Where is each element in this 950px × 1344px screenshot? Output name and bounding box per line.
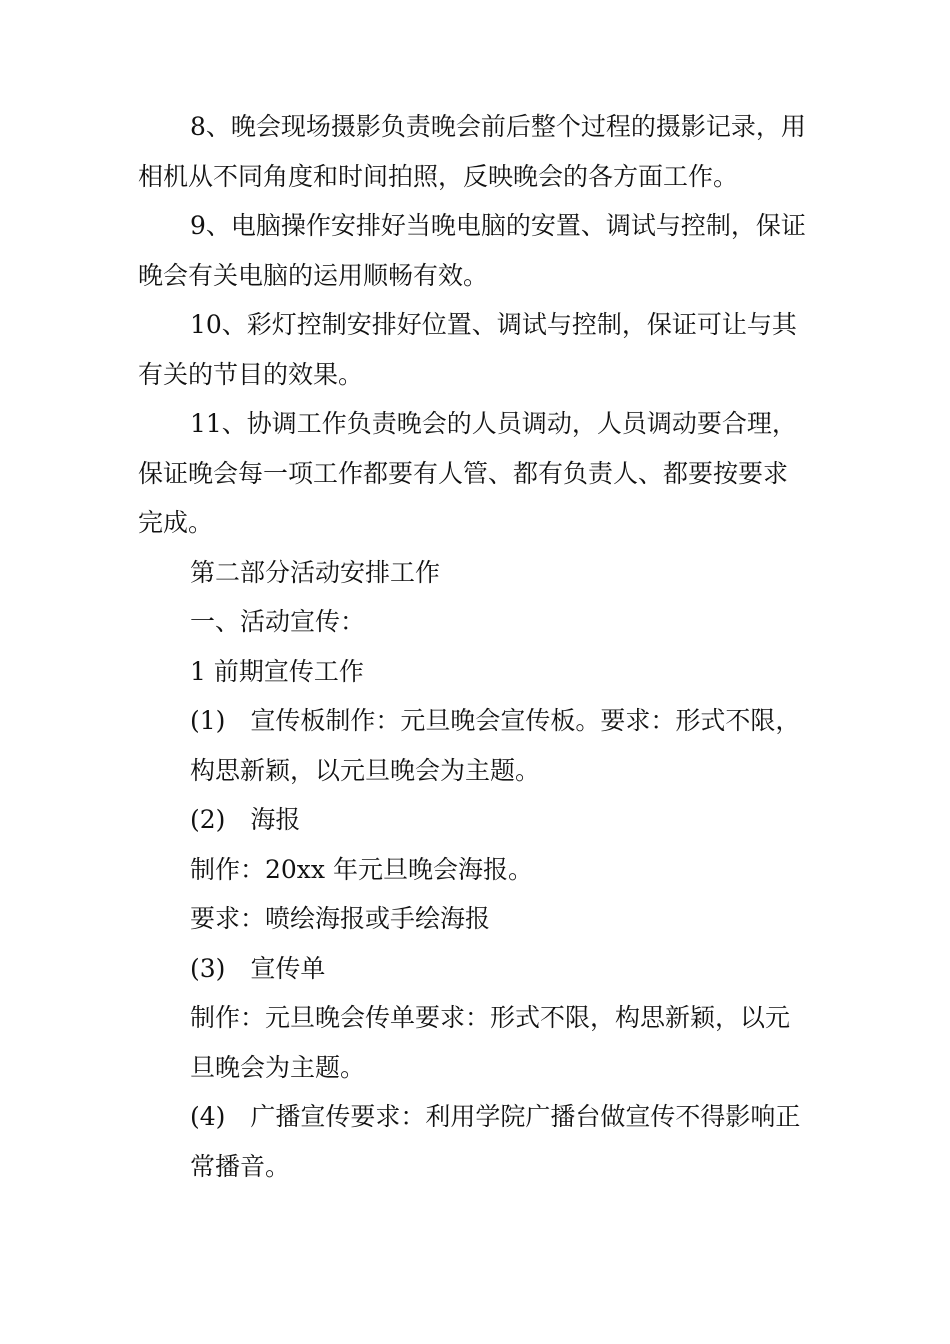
item-1-line-1: (1) 宣传板制作：元旦晚会宣传板。要求：形式不限， xyxy=(190,706,801,735)
paragraph-9-line-1: 9、电脑操作安排好当晚电脑的安置、调试与控制，保证 xyxy=(190,211,806,240)
item-2-heading: (2) 海报 xyxy=(190,805,301,834)
paragraph-9-line-2: 晚会有关电脑的运用顺畅有效。 xyxy=(138,261,489,290)
item-4-line-1: (4) 广播宣传要求：利用学院广播台做宣传不得影响正 xyxy=(190,1102,801,1131)
paragraph-8-line-1: 8、晚会现场摄影负责晚会前后整个过程的摄影记录，用 xyxy=(190,112,806,141)
item-3-line-2: 旦晚会为主题。 xyxy=(190,1053,366,1082)
item-4-line-2: 常播音。 xyxy=(190,1152,291,1181)
item-2-requirement: 要求：喷绘海报或手绘海报 xyxy=(190,904,491,933)
paragraph-8-line-2: 相机从不同角度和时间拍照，反映晚会的各方面工作。 xyxy=(138,162,739,191)
item-heading: 1 前期宣传工作 xyxy=(190,657,364,686)
paragraph-11-line-2: 保证晚会每一项工作都要有人管、都有负责人、都要按要求 xyxy=(138,459,789,488)
section-heading: 第二部分活动安排工作 xyxy=(190,558,441,587)
subsection-heading: 一、活动宣传： xyxy=(190,607,366,636)
item-1-line-2: 构思新颖，以元旦晚会为主题。 xyxy=(190,756,541,785)
paragraph-11-line-1: 11、协调工作负责晚会的人员调动，人员调动要合理， xyxy=(190,409,797,438)
item-3-heading: (3) 宣传单 xyxy=(190,954,326,983)
paragraph-10-line-2: 有关的节目的效果。 xyxy=(138,360,364,389)
item-3-line-1: 制作：元旦晚会传单要求：形式不限，构思新颖，以元 xyxy=(190,1003,791,1032)
item-2-production: 制作：20xx 年元旦晚会海报。 xyxy=(190,855,533,884)
paragraph-11-line-3: 完成。 xyxy=(138,508,214,537)
paragraph-10-line-1: 10、彩灯控制安排好位置、调试与控制，保证可让与其 xyxy=(190,310,797,339)
